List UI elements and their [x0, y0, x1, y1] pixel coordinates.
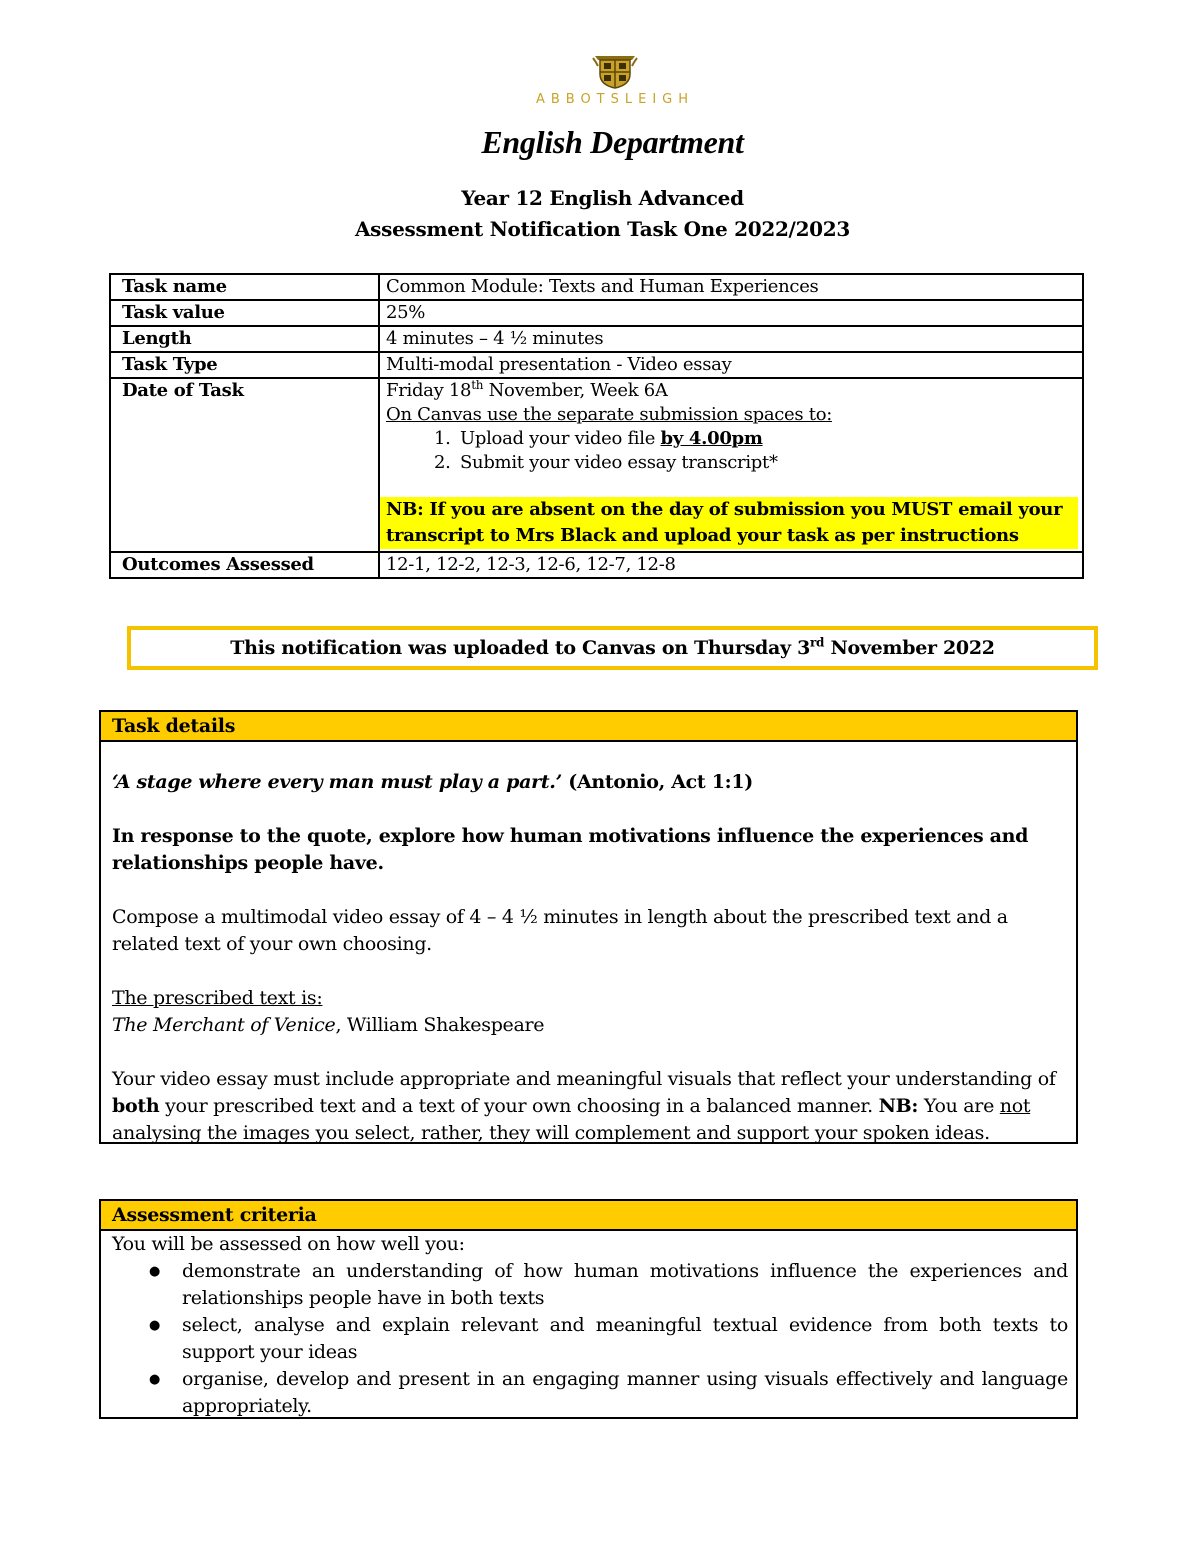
- prescribed-text: The Merchant of Venice, William Shakespeare: [112, 1014, 545, 1036]
- visuals-instruction: Your video essay must include appropriate and meaningful visuals that reflect your understanding of both your prescribed text and a text of your own choosing in a balanced manner. NB: You are not analysing the images you select, rather, they will complement and support your spoken ideas.: [112, 1068, 1056, 1144]
- row-value: Common Module: Texts and Human Experiences: [379, 274, 1083, 300]
- upload-notice-banner: This notification was uploaded to Canvas on Thursday 3rd November 2022: [127, 626, 1098, 670]
- department-title: English Department: [481, 124, 744, 160]
- list-item: ● organise, develop and present in an engaging manner using visuals effectively and language appropriately.: [182, 1366, 1068, 1420]
- table-row-date: [110, 378, 1083, 552]
- title-line-2: Assessment Notification Task One 2022/2023: [354, 217, 851, 241]
- due-date: Friday 18th November, Week 6A: [386, 378, 668, 401]
- list-item: 1. Upload your video file by 4.00pm: [456, 427, 1078, 451]
- row-value: 12-1, 12-2, 12-3, 12-6, 12-7, 12-8: [379, 552, 1083, 578]
- row-value: 25%: [379, 300, 1083, 326]
- submission-steps: [386, 427, 1078, 475]
- table-row: [110, 274, 1083, 300]
- task-quote: ‘A stage where every man must play a part.’ (Antonio, Act 1:1): [112, 771, 753, 793]
- school-crest-icon: [592, 52, 638, 90]
- assessment-criteria-section: [99, 1199, 1078, 1419]
- compose-instruction: Compose a multimodal video essay of 4 – 4 ½ minutes in length about the prescribed text and a related text of your own choosing.: [112, 906, 1008, 955]
- row-label: Length: [110, 326, 379, 352]
- absence-notice: NB: If you are absent on the day of submission you MUST email your transcript to Mrs Black and upload your task as per instructions: [380, 497, 1078, 549]
- criteria-list: [112, 1258, 1068, 1420]
- row-value: Multi-modal presentation - Video essay: [379, 352, 1083, 378]
- row-value: 4 minutes – 4 ½ minutes: [379, 326, 1083, 352]
- school-logo: [520, 52, 710, 107]
- task-overview-table: [109, 273, 1084, 579]
- task-question: In response to the quote, explore how human motivations influence the experiences and relationships people have.: [112, 825, 1029, 874]
- list-item: ● select, analyse and explain relevant and meaningful textual evidence from both texts to support your ideas: [182, 1312, 1068, 1366]
- list-item: ● demonstrate an understanding of how human motivations influence the experiences and relationships people have in both texts: [182, 1258, 1068, 1312]
- canvas-instruction: On Canvas use the separate submission spaces to:: [386, 404, 832, 425]
- task-details-section: [99, 710, 1078, 1144]
- row-label: Outcomes Assessed: [110, 552, 379, 578]
- school-wordmark: ABBOTSLEIGH: [535, 92, 695, 107]
- deadline-time: by 4.00pm: [660, 428, 763, 449]
- row-label: Task name: [110, 274, 379, 300]
- table-row: [110, 300, 1083, 326]
- row-label: Task Type: [110, 352, 379, 378]
- section-heading: Assessment criteria: [101, 1201, 1076, 1231]
- date-details: [379, 378, 1083, 552]
- title-line-1: Year 12 English Advanced: [461, 186, 744, 210]
- table-row: [110, 352, 1083, 378]
- row-label: Task value: [110, 300, 379, 326]
- row-label: Date of Task: [110, 378, 379, 552]
- document-title: [0, 183, 1200, 245]
- list-item: 2. Submit your video essay transcript*: [456, 451, 1078, 475]
- criteria-intro: You will be assessed on how well you:: [112, 1233, 465, 1255]
- table-row: [110, 552, 1083, 578]
- prescribed-label: The prescribed text is:: [112, 987, 323, 1009]
- table-row: [110, 326, 1083, 352]
- section-heading: Task details: [101, 712, 1076, 742]
